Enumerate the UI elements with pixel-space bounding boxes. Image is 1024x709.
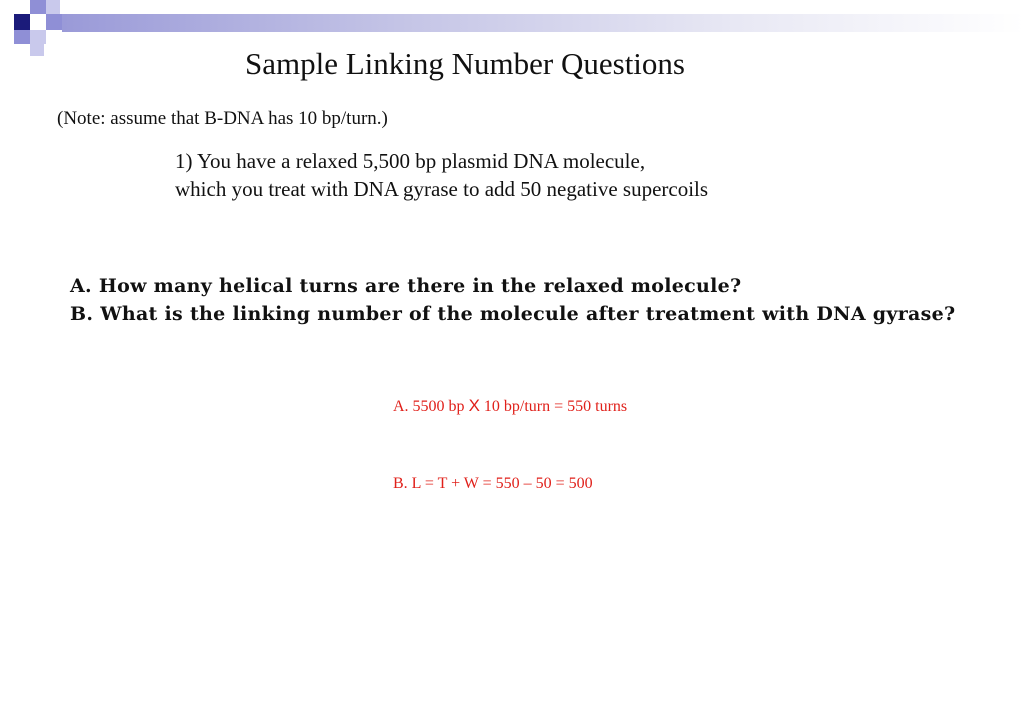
- answer-b: B. L = T + W = 550 – 50 = 500: [393, 475, 593, 492]
- sub-question-a: A. How many helical turns are there in the relaxed molecule?: [70, 275, 742, 297]
- answer-a: [393, 396, 627, 417]
- header-gradient-bar: [62, 14, 1024, 32]
- question-block: [175, 147, 708, 203]
- deco-square-dark: [14, 14, 30, 30]
- deco-square-mid: [46, 14, 62, 30]
- sub-questions: [70, 272, 955, 328]
- question-line-2: which you treat with DNA gyrase to add 50 negative supercoils: [175, 177, 709, 201]
- deco-square-mid: [14, 30, 30, 44]
- question-line-1: 1) You have a relaxed 5,500 bp plasmid DNA molecule,: [175, 149, 646, 173]
- multiply-symbol: X: [468, 396, 480, 415]
- deco-square-mid: [30, 0, 46, 14]
- note-text: (Note: assume that B-DNA has 10 bp/turn.): [57, 108, 388, 129]
- slide-title: Sample Linking Number Questions: [245, 46, 685, 81]
- deco-square-light: [30, 30, 46, 44]
- deco-square-light: [46, 0, 60, 14]
- answer-a-part1: A. 5500 bp: [393, 398, 469, 415]
- answer-a-part2: 10 bp/turn = 550 turns: [479, 398, 628, 415]
- sub-question-b: B. What is the linking number of the molecule after treatment with DNA gyrase?: [70, 303, 956, 325]
